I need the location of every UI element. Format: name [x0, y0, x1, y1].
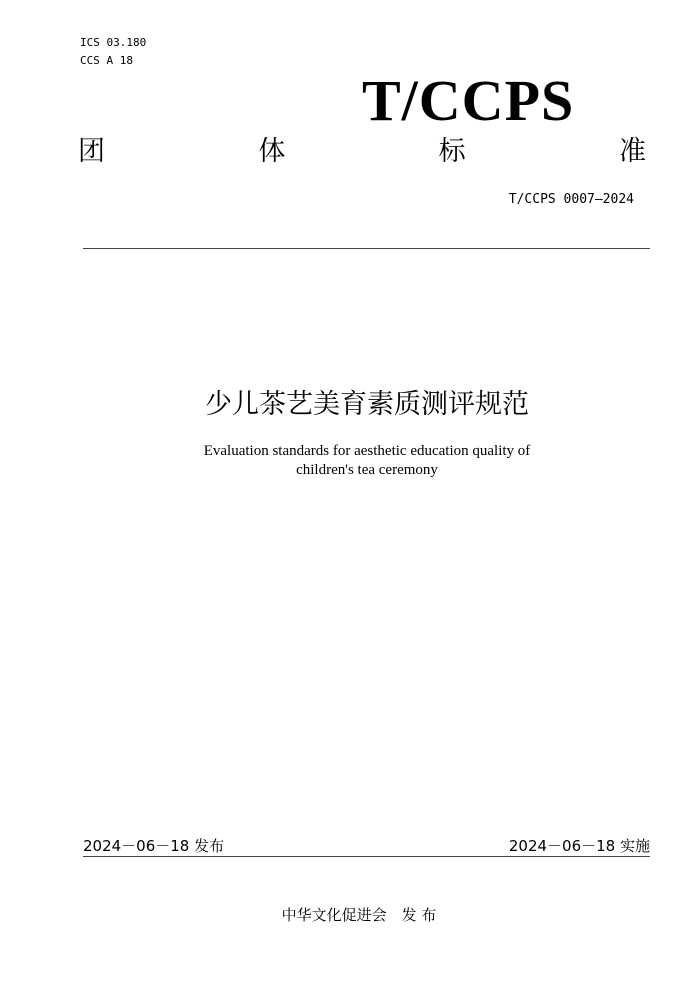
implementation-date: 2024－06－18 实施: [508, 837, 650, 855]
standard-type-char: 准: [618, 136, 646, 167]
standard-type-char: 团: [78, 136, 105, 167]
standard-type-char: 标: [438, 136, 466, 167]
classification-codes: [80, 34, 146, 70]
publisher: 中华文化促进会 发 布: [281, 906, 437, 924]
standard-type-char: 体: [258, 136, 286, 167]
title-english-line: Evaluation standards for aesthetic education quality of: [203, 443, 531, 459]
ics-code: ICS 03.180: [80, 36, 147, 49]
standard-logo: T/CCPS: [362, 68, 575, 133]
top-divider: [83, 248, 650, 249]
title-english-line: children's tea ceremony: [296, 462, 438, 478]
title-english: [150, 442, 584, 480]
ccs-code: CCS A 18: [80, 54, 133, 67]
standard-type: [78, 134, 646, 170]
issue-date: 2024－06－18 发布: [83, 837, 225, 855]
bottom-divider: [83, 856, 650, 857]
title-chinese: 少儿茶艺美育素质测评规范: [205, 389, 529, 420]
standard-code: T/CCPS 0007—2024: [508, 192, 634, 207]
